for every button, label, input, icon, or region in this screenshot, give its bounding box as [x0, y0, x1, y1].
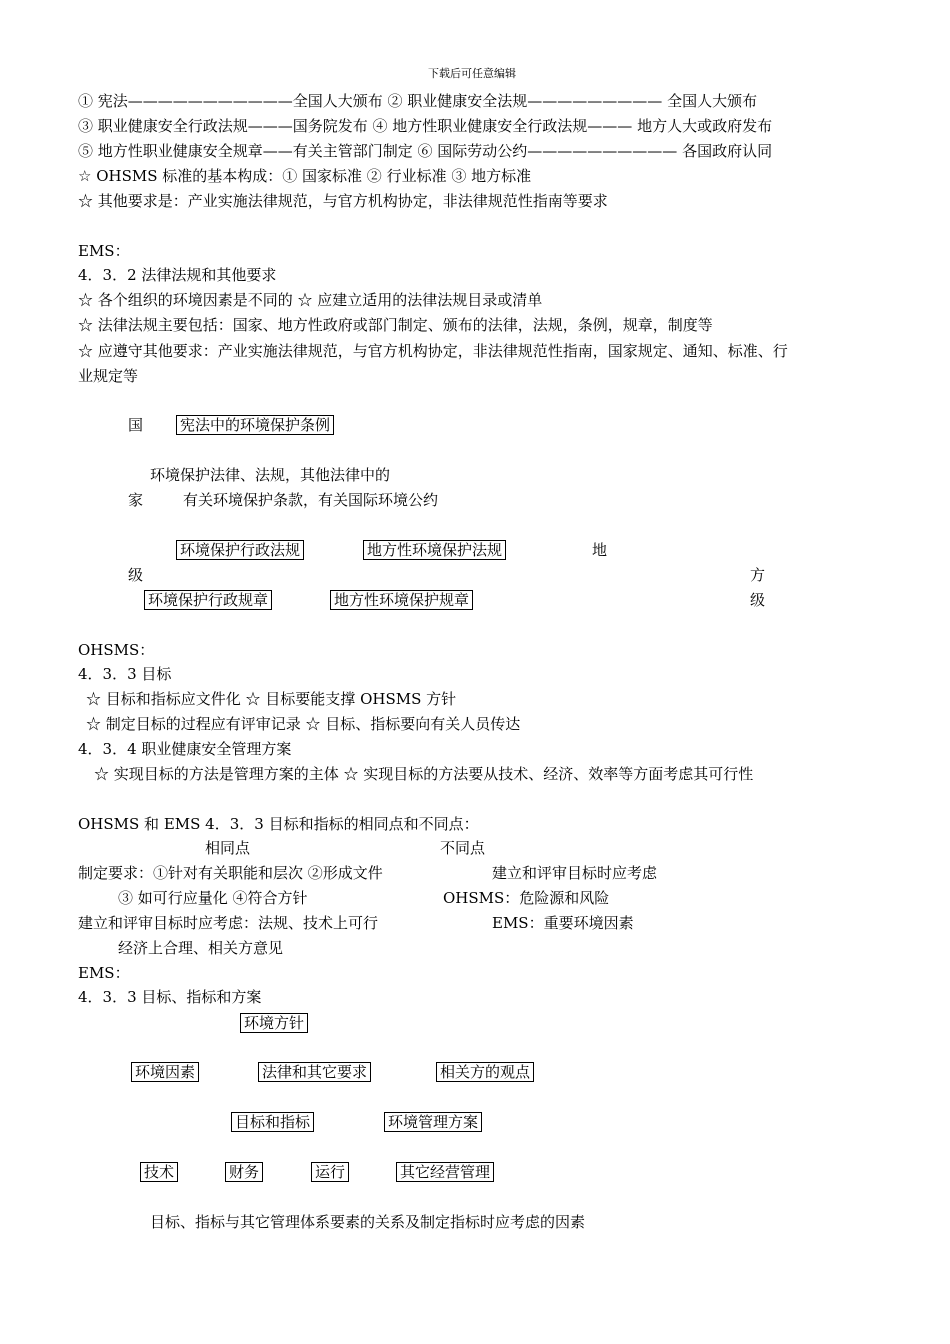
- compare-same-3: 建立和评审目标时应考虑：法规、技术上可行: [78, 914, 379, 932]
- box-finance: 财务: [225, 1162, 263, 1182]
- ems-label-2: EMS：: [78, 964, 130, 982]
- diagram-caption: 目标、指标与其它管理体系要素的关系及制定指标时应考虑的因素: [150, 1213, 586, 1231]
- section-heading-434: 4．3．4 职业健康安全管理方案: [78, 740, 292, 758]
- ohsms-label: OHSMS：: [78, 641, 155, 659]
- compare-diff-2: OHSMS：危险源和风险: [443, 889, 610, 907]
- ohsms-standard-line: ☆ OHSMS 标准的基本构成：① 国家标准 ② 行业标准 ③ 地方标准: [78, 167, 532, 185]
- ems-label: EMS：: [78, 242, 130, 260]
- box-interested-party-views: 相关方的观点: [436, 1062, 534, 1082]
- box-constitution: 宪法中的环境保护条例: [176, 415, 334, 435]
- diagram-label-di: 地: [592, 541, 608, 559]
- objective-line-1: ☆ 目标和指标应文件化 ☆ 目标要能支撑 OHSMS 方针: [86, 690, 457, 708]
- box-local-regulation: 地方性环境保护法规: [363, 540, 506, 560]
- page-header: 下载后可任意编辑: [428, 67, 516, 80]
- diagram-label-ji: 级: [128, 566, 144, 584]
- compare-same-heading: 相同点: [205, 839, 251, 857]
- compare-same-2: ③ 如可行应量化 ④符合方针: [118, 889, 308, 907]
- compare-same-1: 制定要求：①针对有关职能和层次 ②形成文件: [78, 864, 383, 882]
- compare-same-4: 经济上合理、相关方意见: [118, 939, 284, 957]
- section-heading-433-ems: 4．3．3 目标、指标和方案: [78, 988, 262, 1006]
- ems-law-line-3b: 业规定等: [78, 367, 139, 385]
- program-line: ☆ 实现目标的方法是管理方案的主体 ☆ 实现目标的方法要从技术、经济、效率等方面考虑其可行性: [94, 765, 754, 783]
- other-requirements-line: ☆ 其他要求是：产业实施法律规范，与官方机构协定，非法律规范性指南等要求: [78, 192, 608, 210]
- ems-law-line-1: ☆ 各个组织的环境因素是不同的 ☆ 应建立适用的法律法规目录或清单: [78, 291, 543, 309]
- box-local-rule: 地方性环境保护规章: [330, 590, 473, 610]
- diagram-text-line-1: 环境保护法律、法规，其他法律中的: [150, 466, 391, 484]
- law-line-3: ⑤ 地方性职业健康安全规章——有关主管部门制定 ⑥ 国际劳动公约—————————— 各国政府认同: [78, 142, 773, 160]
- box-legal-requirements: 法律和其它要求: [258, 1062, 371, 1082]
- compare-title: OHSMS 和 EMS 4．3．3 目标和指标的相同点和不同点：: [78, 815, 479, 833]
- box-objectives-targets: 目标和指标: [231, 1112, 314, 1132]
- compare-diff-3: EMS：重要环境因素: [492, 914, 634, 932]
- ems-law-line-2: ☆ 法律法规主要包括：国家、地方性政府或部门制定、颁布的法律，法规，条例，规章，制度等: [78, 316, 713, 334]
- box-admin-rule: 环境保护行政规章: [144, 590, 272, 610]
- diagram-label-ji-2: 级: [750, 591, 766, 609]
- section-heading-432: 4．3．2 法律法规和其他要求: [78, 266, 277, 284]
- compare-diff-1: 建立和评审目标时应考虑: [492, 864, 658, 882]
- diagram-label-jia: 家: [128, 491, 144, 509]
- ems-law-line-3a: ☆ 应遵守其他要求：产业实施法律规范，与官方机构协定，非法律规范性指南，国家规定、通知、标准、行: [78, 342, 788, 360]
- law-line-1: ① 宪法———————————全国人大颁布 ② 职业健康安全法规————————— 全国人大颁布: [78, 92, 758, 110]
- box-management-program: 环境管理方案: [384, 1112, 482, 1132]
- compare-diff-heading: 不同点: [440, 839, 486, 857]
- box-other-business: 其它经营管理: [396, 1162, 494, 1182]
- diagram-label-fang: 方: [750, 566, 766, 584]
- section-heading-433: 4．3．3 目标: [78, 665, 172, 683]
- diagram-text-line-2: 有关环境保护条款，有关国际环境公约: [183, 491, 439, 509]
- box-admin-regulation: 环境保护行政法规: [176, 540, 304, 560]
- objective-line-2: ☆ 制定目标的过程应有评审记录 ☆ 目标、指标要向有关人员传达: [86, 715, 521, 733]
- box-environmental-policy: 环境方针: [240, 1013, 308, 1033]
- box-environmental-aspects: 环境因素: [131, 1062, 199, 1082]
- law-line-2: ③ 职业健康安全行政法规———国务院发布 ④ 地方性职业健康安全行政法规——— 地方人大或政府发布: [78, 117, 773, 135]
- box-technology: 技术: [140, 1162, 178, 1182]
- box-operations: 运行: [311, 1162, 349, 1182]
- diagram-label-guo: 国: [128, 416, 144, 434]
